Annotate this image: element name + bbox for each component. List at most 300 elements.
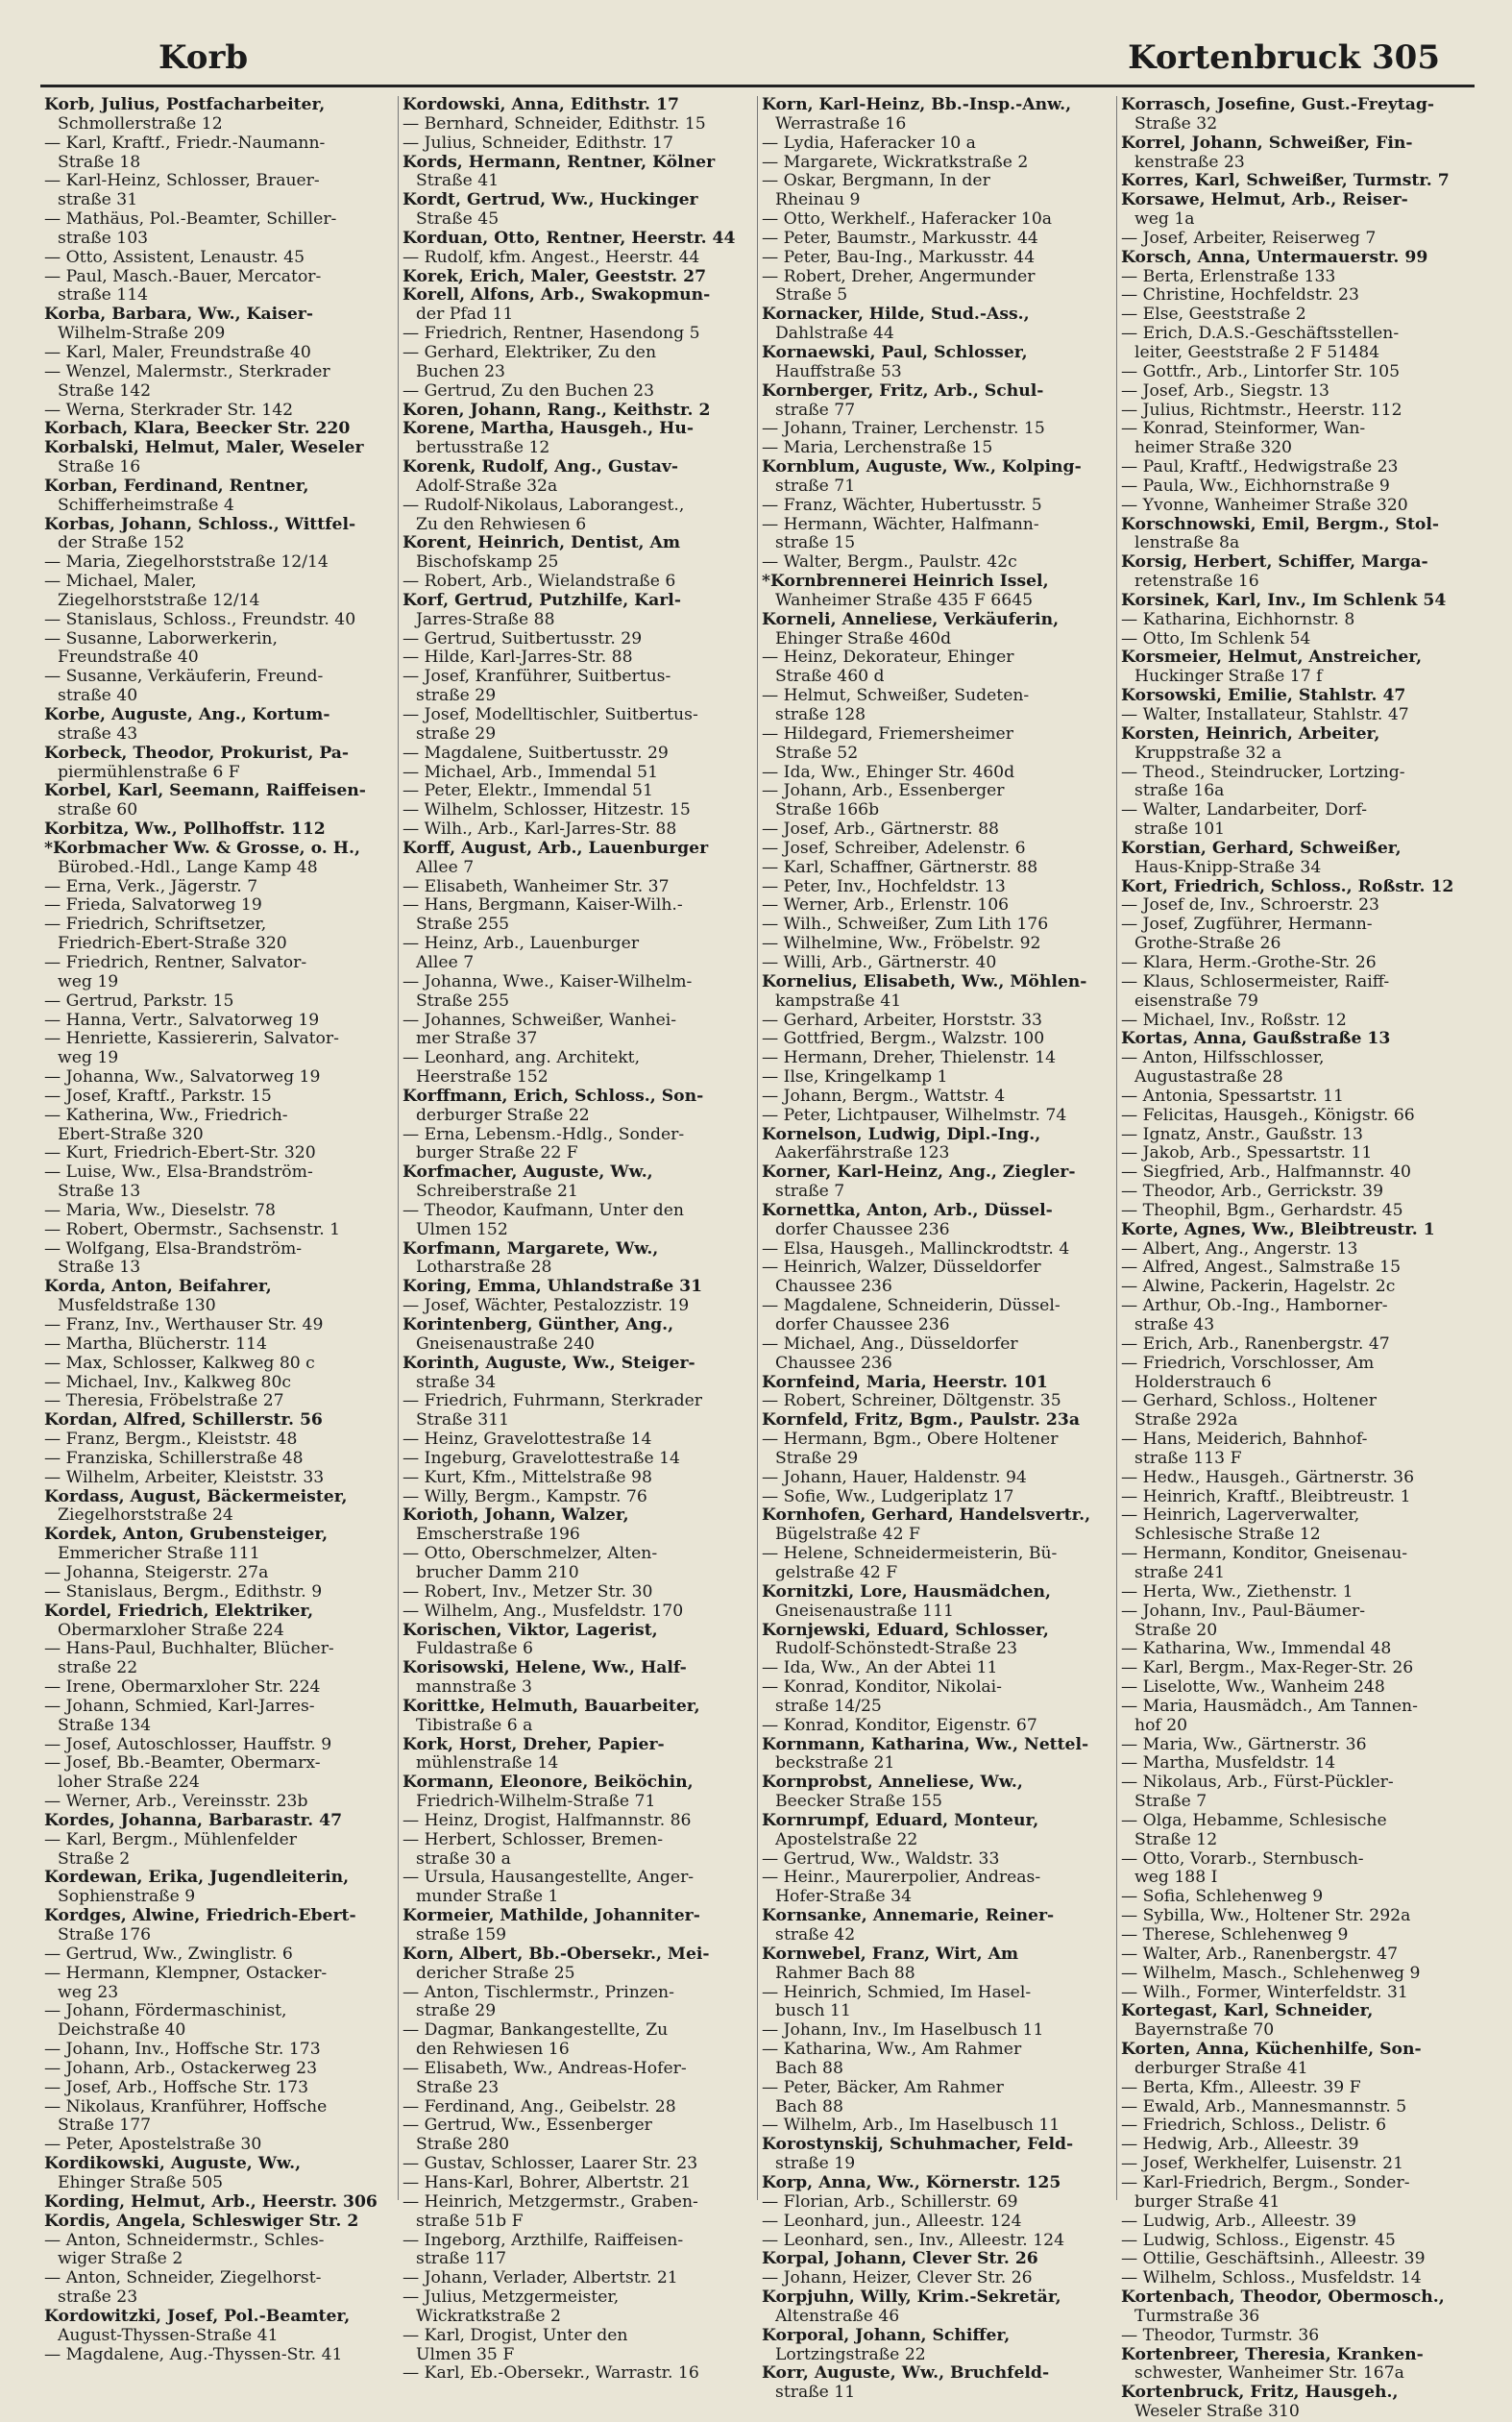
entry-subline: — Heinr., Maurerpolier, Andreas- — [762, 1868, 1041, 1888]
entry-continuation: Aakerfährstraße 123 — [775, 1143, 950, 1163]
entry-subline: — Stanislaus, Bergm., Edithstr. 9 — [44, 1581, 323, 1602]
entry-headword-line: Kornfeind, Maria, Heerstr. 101 — [762, 1372, 1048, 1392]
entry-subline: — Wilh., Arb., Karl-Jarres-Str. 88 — [402, 820, 677, 840]
entry-continuation: straße 43 — [58, 723, 138, 744]
entry-continuation: Lortzingstraße 22 — [775, 2344, 926, 2364]
entry-headword-line: Kornwebel, Franz, Wirt, Am — [762, 1944, 1019, 1964]
entry-continuation: straße 40 — [58, 686, 138, 706]
entry-continuation: Straße 18 — [58, 152, 141, 172]
entry-continuation: Ulmen 152 — [416, 1219, 508, 1239]
entry-headword-line: Korneli, Anneliese, Verkäuferin, — [762, 609, 1060, 629]
entry-continuation: Straße 45 — [416, 209, 500, 230]
entry-subline: — Johann, Arb., Essenberger — [762, 781, 1005, 801]
entry-continuation: Werrastraße 16 — [775, 113, 907, 134]
entry-subline: — Hedw., Hausgeh., Gärtnerstr. 36 — [1121, 1467, 1415, 1487]
entry-continuation: munder Straße 1 — [416, 1887, 559, 1907]
entry-subline: — Josef, Kraftf., Parkstr. 15 — [44, 1086, 272, 1106]
entry-subline: — Katharina, Ww., Immendal 48 — [1121, 1639, 1392, 1659]
entry-subline: — Anton, Schneider, Ziegelhorst- — [44, 2268, 322, 2288]
entry-subline: — Wilhelmine, Ww., Fröbelstr. 92 — [762, 934, 1041, 954]
entry-subline: — Michael, Inv., Roßstr. 12 — [1121, 1010, 1347, 1030]
entry-subline: — Johann, Arb., Ostackerweg 23 — [44, 2058, 318, 2078]
entry-subline: — Johann, Hauer, Haldenstr. 94 — [762, 1467, 1027, 1487]
entry-headword-line: Kordt, Gertrud, Ww., Huckinger — [402, 190, 698, 210]
entry-continuation: Straße 311 — [416, 1410, 510, 1431]
entry-continuation: straße 128 — [775, 705, 866, 724]
entry-subline: — Florian, Arb., Schillerstr. 69 — [762, 2191, 1018, 2212]
entry-headword-line: Kornprobst, Anneliese, Ww., — [762, 1773, 1023, 1793]
entry-continuation: Heerstraße 152 — [416, 1067, 549, 1088]
entry-continuation: schwester, Wanheimer Str. 167a — [1134, 2363, 1404, 2384]
entry-subline: — Maria, Hausmädch., Am Tannen- — [1121, 1696, 1418, 1716]
entry-subline: — Otto, Vorarb., Sternbusch- — [1121, 1848, 1364, 1869]
entry-continuation: Weseler Straße 310 — [1134, 2402, 1300, 2422]
entry-subline: — Ferdinand, Ang., Geibelstr. 28 — [402, 2096, 676, 2116]
entry-subline: — Otto, Im Schlenk 54 — [1121, 628, 1311, 648]
entry-headword-line: Kork, Horst, Dreher, Papier- — [402, 1734, 665, 1754]
entry-continuation: Straße 255 — [416, 991, 510, 1011]
entry-headword-line: Korsowski, Emilie, Stahlstr. 47 — [1121, 686, 1406, 706]
entry-subline: — Heinrich, Metzgermstr., Graben- — [402, 2191, 698, 2212]
entry-subline: — Konrad, Konditor, Eigenstr. 67 — [762, 1715, 1037, 1735]
entry-subline: — Heinrich, Schmied, Im Hasel- — [762, 1982, 1032, 2002]
entry-headword-line: Kornsanke, Annemarie, Reiner- — [762, 1906, 1055, 1926]
entry-continuation: gelstraße 42 F — [775, 1562, 898, 1582]
entry-subline: — Johanna, Wwe., Kaiser-Wilhelm- — [402, 971, 693, 991]
entry-continuation: Schreiberstraße 21 — [416, 1182, 578, 1202]
entry-headword-line: Korostynskij, Schuhmacher, Feld- — [762, 2135, 1074, 2155]
entry-subline: — Josef, Modelltischler, Suitbertus- — [402, 705, 698, 724]
entry-headword-line: Kortegast, Karl, Schneider, — [1121, 2001, 1374, 2021]
entry-subline: — Theod., Steindrucker, Lortzing- — [1121, 762, 1405, 782]
entry-subline: — Peter, Lichtpauser, Wilhelmstr. 74 — [762, 1105, 1067, 1125]
entry-continuation: Kruppstraße 32 a — [1134, 743, 1282, 763]
entry-subline: — Heinz, Gravelottestraße 14 — [402, 1430, 652, 1450]
entry-subline: — Luise, Ww., Elsa-Brandström- — [44, 1162, 313, 1183]
entry-headword-line: Korn, Karl-Heinz, Bb.-Insp.-Anw., — [762, 95, 1072, 114]
entry-continuation: straße 29 — [416, 723, 497, 744]
entry-subline: — Peter, Bau-Ing., Markusstr. 44 — [762, 247, 1036, 267]
entry-headword-line: Korffmann, Erich, Schloss., Son- — [402, 1086, 704, 1106]
entry-continuation: kenstraße 23 — [1134, 152, 1245, 172]
entry-subline: — Alfred, Angest., Salmstraße 15 — [1121, 1258, 1402, 1278]
entry-continuation: Wickratkstraße 2 — [416, 2306, 561, 2326]
entry-headword-line: Kordel, Friedrich, Elektriker, — [44, 1601, 314, 1621]
entry-continuation: Deichstraße 40 — [58, 2020, 186, 2041]
entry-subline: — Karl, Kraftf., Friedr.-Naumann- — [44, 133, 326, 153]
entry-subline: — Elsa, Hausgeh., Mallinckrodtstr. 4 — [762, 1238, 1070, 1259]
entry-subline: — Hilde, Karl-Jarres-Str. 88 — [402, 648, 633, 668]
entry-subline: — Leonhard, jun., Alleestr. 124 — [762, 2211, 1022, 2231]
entry-continuation: straße 103 — [58, 228, 149, 248]
entry-continuation: Rheinau 9 — [775, 190, 861, 210]
entry-continuation: straße 42 — [775, 1925, 856, 1945]
entry-continuation: Schifferheimstraße 4 — [58, 495, 234, 515]
entry-subline: — Heinrich, Walzer, Düsseldorfer — [762, 1258, 1041, 1278]
entry-continuation: Chaussee 236 — [775, 1277, 892, 1297]
entry-continuation: Ebert-Straße 320 — [58, 1124, 204, 1144]
entry-headword-line: Korsinek, Karl, Inv., Im Schlenk 54 — [1121, 590, 1447, 610]
entry-subline: — Hedwig, Arb., Alleestr. 39 — [1121, 2135, 1359, 2155]
entry-subline: — Friedrich, Schloss., Delistr. 6 — [1121, 2116, 1387, 2136]
entry-subline: — Erich, Arb., Ranenbergstr. 47 — [1121, 1333, 1390, 1354]
entry-subline: — Johann, Inv., Im Haselbusch 11 — [762, 2020, 1044, 2041]
entry-subline: — Margarete, Wickratkstraße 2 — [762, 152, 1029, 172]
entry-subline: — Julius, Richtmstr., Heerstr. 112 — [1121, 400, 1402, 420]
entry-subline: — Ludwig, Arb., Alleestr. 39 — [1121, 2211, 1356, 2231]
entry-subline: — Karl-Heinz, Schlosser, Brauer- — [44, 171, 320, 191]
entry-subline: — Elisabeth, Wanheimer Str. 37 — [402, 876, 670, 896]
entry-subline: — Magdalene, Aug.-Thyssen-Str. 41 — [44, 2344, 343, 2364]
entry-subline: — Johann, Verlader, Albertstr. 21 — [402, 2268, 678, 2288]
entry-subline: — Robert, Schreiner, Döltgenstr. 35 — [762, 1391, 1061, 1411]
entry-subline: — Konrad, Steinformer, Wan- — [1121, 419, 1366, 439]
entry-subline: — Albert, Ang., Angerstr. 13 — [1121, 1238, 1358, 1259]
entry-subline: — Josef, Arb., Siegstr. 13 — [1121, 380, 1329, 401]
entry-subline: — Julius, Schneider, Edithstr. 17 — [402, 133, 673, 153]
entry-continuation: Straße 13 — [58, 1182, 141, 1202]
entry-subline: — Klara, Herm.-Grothe-Str. 26 — [1121, 952, 1377, 972]
entry-subline: — Josef, Schreiber, Adelenstr. 6 — [762, 838, 1026, 858]
entry-subline: — Ingeborg, Arzthilfe, Raiffeisen- — [402, 2230, 684, 2250]
entry-continuation: brucher Damm 210 — [416, 1562, 579, 1582]
entry-subline: — Rudolf, kfm. Angest., Heerstr. 44 — [402, 247, 700, 267]
entry-subline: — Katharina, Eichhornstr. 8 — [1121, 609, 1355, 629]
column-1 — [44, 95, 398, 2364]
entry-subline: — Ingeburg, Gravelottestraße 14 — [402, 1448, 680, 1468]
entry-headword-line: Kornelson, Ludwig, Dipl.-Ing., — [762, 1124, 1041, 1144]
entry-subline: — Ursula, Hausangestellte, Anger- — [402, 1868, 695, 1888]
entry-continuation: den Rehwiesen 16 — [416, 2040, 570, 2060]
entry-subline: — Hans-Karl, Bohrer, Albertstr. 21 — [402, 2172, 692, 2192]
entry-subline: — Paul, Masch.-Bauer, Mercator- — [44, 266, 322, 286]
entry-continuation: straße 117 — [416, 2249, 507, 2269]
entry-subline: — Gottfried, Bergm., Walzstr. 100 — [762, 1029, 1045, 1049]
entry-subline: — Theodor, Kaufmann, Unter den — [402, 1200, 684, 1220]
entry-subline: — Wilh., Former, Winterfeldstr. 31 — [1121, 1982, 1408, 2002]
entry-subline: — Johann, Inv., Hoffsche Str. 173 — [44, 2040, 321, 2060]
entry-headword-line: Korschnowski, Emil, Bergm., Stol- — [1121, 514, 1440, 534]
entry-subline: — Peter, Baumstr., Markusstr. 44 — [762, 228, 1038, 248]
entry-subline: — Wilhelm, Ang., Musfeldstr. 170 — [402, 1601, 684, 1621]
entry-subline: — Erna, Verk., Jägerstr. 7 — [44, 876, 258, 896]
entry-headword-line: Kornettka, Anton, Arb., Düssel- — [762, 1200, 1053, 1220]
entry-headword-line: Kordass, August, Bäckermeister, — [44, 1486, 348, 1506]
entry-headword-line: Korres, Karl, Schweißer, Turmstr. 7 — [1121, 171, 1450, 191]
entry-subline: — Johanna, Ww., Salvatorweg 19 — [44, 1067, 321, 1088]
entry-subline: — Hans, Meiderich, Bahnhof- — [1121, 1430, 1368, 1450]
entry-subline: — Josef, Kranführer, Suitbertus- — [402, 667, 671, 687]
entry-continuation: Bügelstraße 42 F — [775, 1525, 920, 1545]
entry-headword-line: Kornhofen, Gerhard, Handelsvertr., — [762, 1505, 1091, 1526]
entry-subline: — Theophil, Bgm., Gerhardstr. 45 — [1121, 1200, 1403, 1220]
entry-continuation: Straße 176 — [58, 1925, 152, 1945]
entry-headword-line: Kormeier, Mathilde, Johanniter- — [402, 1906, 700, 1926]
entry-headword-line: Korintenberg, Günther, Ang., — [402, 1315, 674, 1334]
entry-subline: — Gertrud, Ww., Zwinglistr. 6 — [44, 1944, 293, 1964]
entry-headword-line: Korr, Auguste, Ww., Bruchfeld- — [762, 2363, 1050, 2384]
entry-continuation: eisenstraße 79 — [1134, 991, 1258, 1011]
column-divider — [398, 96, 399, 2200]
entry-continuation: bertusstraße 12 — [416, 438, 550, 458]
entry-subline: — Gertrud, Ww., Waldstr. 33 — [762, 1848, 1000, 1869]
entry-subline: — Werner, Arb., Vereinsstr. 23b — [44, 1792, 308, 1812]
entry-subline: — Erich, D.A.S.-Geschäftsstellen- — [1121, 324, 1400, 344]
entry-continuation: derburger Straße 41 — [1134, 2058, 1308, 2078]
entry-subline: — Maria, Lerchenstraße 15 — [762, 438, 993, 458]
entry-continuation: Adolf-Straße 32a — [416, 476, 558, 496]
entry-subline: — Karl, Bergm., Max-Reger-Str. 26 — [1121, 1658, 1414, 1678]
entry-subline: — Max, Schlosser, Kalkweg 80 c — [44, 1353, 315, 1373]
entry-subline: — Josef, Werkhelfer, Luisenstr. 21 — [1121, 2154, 1404, 2174]
entry-headword-line: Korbe, Auguste, Ang., Kortum- — [44, 705, 330, 724]
entry-continuation: Obermarxloher Straße 224 — [58, 1620, 284, 1640]
entry-subline: — Theresia, Fröbelstraße 27 — [44, 1391, 284, 1411]
entry-headword-line: Kordikowski, Auguste, Ww., — [44, 2154, 302, 2174]
entry-subline: — Wilhelm, Schlosser, Hitzestr. 15 — [402, 800, 691, 820]
entry-subline: — Wilhelm, Arbeiter, Kleiststr. 33 — [44, 1467, 325, 1487]
entry-subline: — Josef, Bb.-Beamter, Obermarx- — [44, 1753, 321, 1774]
entry-headword-line: Korba, Barbara, Ww., Kaiser- — [44, 305, 313, 325]
entry-continuation: Ulmen 35 F — [416, 2344, 515, 2364]
entry-continuation: weg 19 — [58, 971, 119, 991]
entry-headword-line: Korbalski, Helmut, Maler, Weseler — [44, 438, 364, 458]
entry-continuation: Straße 23 — [416, 2077, 500, 2097]
entry-subline: — Sofie, Ww., Ludgeriplatz 17 — [762, 1486, 1014, 1506]
entry-subline: — Ludwig, Schloss., Eigenstr. 45 — [1121, 2230, 1396, 2250]
entry-continuation: busch 11 — [775, 2001, 851, 2021]
entry-subline: — Oskar, Bergmann, In der — [762, 171, 990, 191]
entry-continuation: Wanheimer Straße 435 F 6645 — [775, 590, 1034, 610]
entry-subline: — Lydia, Haferacker 10 a — [762, 133, 976, 153]
entry-headword-line: Korduan, Otto, Rentner, Heerstr. 44 — [402, 228, 736, 248]
entry-headword-line: Korff, August, Arb., Lauenburger — [402, 838, 709, 858]
entry-continuation: straße 11 — [775, 2383, 856, 2403]
entry-headword-line: Koring, Emma, Uhlandstraße 31 — [402, 1277, 703, 1297]
entry-continuation: burger Straße 41 — [1134, 2191, 1280, 2212]
entry-continuation: straße 241 — [1134, 1562, 1226, 1582]
entry-continuation: Ziegelhorststraße 24 — [58, 1505, 233, 1526]
entry-continuation: Straße 142 — [58, 380, 152, 401]
entry-subline: — Yvonne, Wanheimer Straße 320 — [1121, 495, 1408, 515]
running-head-left: Korb — [159, 38, 249, 77]
entry-subline: — Nikolaus, Kranführer, Hoffsche — [44, 2096, 328, 2116]
entry-subline: — Karl, Drogist, Unter den — [402, 2325, 628, 2345]
entry-continuation: Emmericher Straße 111 — [58, 1544, 260, 1564]
entry-continuation: straße 71 — [775, 476, 856, 496]
entry-continuation: weg 1a — [1134, 209, 1195, 230]
entry-continuation: Straße 166b — [775, 800, 880, 820]
entry-subline: — Walter, Landarbeiter, Dorf- — [1121, 800, 1367, 820]
entry-continuation: Friedrich-Ebert-Straße 320 — [58, 934, 287, 954]
entry-headword-line: Kormann, Eleonore, Beiköchin, — [402, 1773, 694, 1793]
entry-continuation: dorfer Chaussee 236 — [775, 1315, 950, 1334]
entry-subline: — Irene, Obermarxloher Str. 224 — [44, 1677, 321, 1698]
entry-continuation: Straße 280 — [416, 2135, 510, 2155]
entry-subline: — Hans-Paul, Buchhalter, Blücher- — [44, 1639, 334, 1659]
entry-subline: — Ignatz, Anstr., Gaußstr. 13 — [1121, 1124, 1363, 1144]
entry-headword-line: Korbach, Klara, Beecker Str. 220 — [44, 419, 351, 439]
entry-subline: — Magdalene, Schneiderin, Düssel- — [762, 1296, 1061, 1316]
entry-continuation: Straße 12 — [1134, 1829, 1218, 1849]
entry-continuation: Bach 88 — [775, 2058, 843, 2078]
entry-subline: — Otto, Werkhelf., Haferacker 10a — [762, 209, 1053, 230]
entry-subline: — Gerhard, Elektriker, Zu den — [402, 342, 657, 362]
entry-headword-line: Korporal, Johann, Schiffer, — [762, 2325, 1011, 2345]
entry-continuation: Tibistraße 6 a — [416, 1715, 533, 1735]
entry-continuation: derburger Straße 22 — [416, 1105, 590, 1125]
entry-subline: — Karl-Friedrich, Bergm., Sonder- — [1121, 2172, 1410, 2192]
entry-subline: — Josef de, Inv., Schroerstr. 23 — [1121, 895, 1379, 916]
entry-continuation: leiter, Geeststraße 2 F 51484 — [1134, 342, 1380, 362]
entry-subline: — Hans, Bergmann, Kaiser-Wilh.- — [402, 895, 683, 916]
entry-continuation: straße 29 — [416, 686, 497, 706]
entry-continuation: straße 77 — [775, 400, 856, 420]
entry-subline: — Johann, Inv., Paul-Bäumer- — [1121, 1601, 1366, 1621]
entry-subline: — Sofia, Schlehenweg 9 — [1121, 1887, 1324, 1907]
entry-subline: — Otto, Oberschmelzer, Alten- — [402, 1544, 658, 1564]
entry-subline: — Otto, Assistent, Lenaustr. 45 — [44, 247, 305, 267]
entry-continuation: straße 29 — [416, 2001, 497, 2021]
entry-continuation: Gneisenaustraße 240 — [416, 1333, 595, 1354]
entry-subline: — Leonhard, sen., Inv., Alleestr. 124 — [762, 2230, 1065, 2250]
entry-subline: — Ida, Ww., Ehinger Str. 460d — [762, 762, 1015, 782]
entry-headword-line: Korbitza, Ww., Pollhoffstr. 112 — [44, 820, 326, 840]
entry-subline: — Gertrud, Zu den Buchen 23 — [402, 380, 655, 401]
entry-continuation: Sophienstraße 9 — [58, 1887, 196, 1907]
entry-continuation: Hofer-Straße 34 — [775, 1887, 913, 1907]
entry-subline: — Robert, Dreher, Angermunder — [762, 266, 1036, 286]
entry-subline: — Josef, Arbeiter, Reiserweg 7 — [1121, 228, 1377, 248]
entry-headword-line: Korent, Heinrich, Dentist, Am — [402, 533, 681, 553]
entry-headword-line: Kort, Friedrich, Schloss., Roßstr. 12 — [1121, 876, 1454, 896]
entry-continuation: Allee 7 — [416, 952, 475, 972]
entry-continuation: straße 7 — [775, 1182, 845, 1202]
entry-continuation: straße 159 — [416, 1925, 507, 1945]
entry-subline: — Frieda, Salvatorweg 19 — [44, 895, 262, 916]
entry-continuation: Straße 177 — [58, 2116, 152, 2136]
entry-continuation: Haus-Knipp-Straße 34 — [1134, 857, 1322, 877]
entry-subline: — Konrad, Konditor, Nikolai- — [762, 1677, 1002, 1698]
entry-subline: — Alwine, Packerin, Hagelstr. 2c — [1121, 1277, 1396, 1297]
entry-headword-line: Korrel, Johann, Schweißer, Fin- — [1121, 133, 1413, 153]
entry-subline: — Franz, Wächter, Hubertusstr. 5 — [762, 495, 1042, 515]
entry-headword-line: Korsch, Anna, Untermauerstr. 99 — [1121, 247, 1428, 267]
entry-subline: — Peter, Apostelstraße 30 — [44, 2135, 262, 2155]
entry-subline: — Anton, Schneidermstr., Schles- — [44, 2230, 325, 2250]
column-3 — [762, 95, 1115, 2403]
entry-continuation: Jarres-Straße 88 — [416, 609, 555, 629]
entry-subline: — Johann, Schmied, Karl-Jarres- — [44, 1696, 315, 1716]
entry-subline: — Karl, Schaffner, Gärtnerstr. 88 — [762, 857, 1038, 877]
entry-continuation: straße 16a — [1134, 781, 1225, 801]
entry-headword-line: Korstian, Gerhard, Schweißer, — [1121, 838, 1402, 858]
entry-continuation: weg 23 — [58, 1982, 119, 2002]
entry-continuation: weg 188 I — [1134, 1868, 1218, 1888]
entry-continuation: Hauffstraße 53 — [775, 361, 902, 381]
entry-subline: — Gerhard, Schloss., Holtener — [1121, 1391, 1377, 1411]
entry-continuation: Beecker Straße 155 — [775, 1792, 942, 1812]
entry-continuation: Straße 16 — [58, 457, 141, 477]
entry-subline: — Hermann, Klempner, Ostacker- — [44, 1963, 328, 1983]
entry-continuation: heimer Straße 320 — [1134, 438, 1292, 458]
entry-subline: — Magdalene, Suitbertusstr. 29 — [402, 743, 669, 763]
entry-subline: — Werna, Sterkrader Str. 142 — [44, 400, 294, 420]
entry-continuation: Straße 134 — [58, 1715, 152, 1735]
entry-headword-line: Kornaewski, Paul, Schlosser, — [762, 342, 1028, 362]
entry-subline: — Paul, Kraftf., Hedwigstraße 23 — [1121, 457, 1399, 477]
entry-subline: — Maria, Ww., Dieselstr. 78 — [44, 1200, 276, 1220]
entry-subline: — Theodor, Arb., Gerrickstr. 39 — [1121, 1182, 1384, 1202]
entry-continuation: Buchen 23 — [416, 361, 505, 381]
running-head-right: Kortenbruck 305 — [1128, 38, 1440, 77]
entry-continuation: Bischofskamp 25 — [416, 552, 559, 573]
entry-continuation: Wilhelm-Straße 209 — [58, 324, 226, 344]
entry-continuation: Straße 29 — [775, 1448, 859, 1468]
entry-subline: — Antonia, Spessartstr. 11 — [1121, 1086, 1344, 1106]
entry-subline: — Liselotte, Ww., Wanheim 248 — [1121, 1677, 1385, 1698]
entry-continuation: Dahlstraße 44 — [775, 324, 894, 344]
entry-continuation: wiger Straße 2 — [58, 2249, 183, 2269]
entry-continuation: straße 51b F — [416, 2211, 524, 2231]
entry-continuation: Apostelstraße 22 — [775, 1829, 918, 1849]
entry-subline: — Anton, Tischlermstr., Prinzen- — [402, 1982, 674, 2002]
entry-subline: — Theodor, Turmstr. 36 — [1121, 2325, 1320, 2345]
entry-headword-line: Kornfeld, Fritz, Bgm., Paulstr. 23a — [762, 1410, 1080, 1431]
entry-subline: — Josef, Autoschlosser, Hauffstr. 9 — [44, 1734, 332, 1754]
entry-headword-line: *Korbmacher Ww. & Grosse, o. H., — [44, 838, 360, 858]
entry-subline: — Franz, Inv., Werthauser Str. 49 — [44, 1315, 324, 1334]
entry-subline: — Dagmar, Bankangestellte, Zu — [402, 2020, 669, 2041]
entry-continuation: August-Thyssen-Straße 41 — [58, 2325, 279, 2345]
entry-continuation: Altenstraße 46 — [775, 2306, 900, 2326]
entry-subline: — Hanna, Vertr., Salvatorweg 19 — [44, 1010, 320, 1030]
column-divider — [757, 96, 758, 2200]
entry-subline: — Willy, Bergm., Kampstr. 76 — [402, 1486, 647, 1506]
entry-subline: — Heinz, Dekorateur, Ehinger — [762, 648, 1014, 668]
entry-subline: — Gustav, Schlosser, Laarer Str. 23 — [402, 2154, 698, 2174]
entry-subline: — Gertrud, Ww., Essenberger — [402, 2116, 652, 2136]
entry-subline: — Josef, Zugführer, Hermann- — [1121, 915, 1373, 935]
entry-headword-line: Korsawe, Helmut, Arb., Reiser- — [1121, 190, 1408, 210]
entry-subline: — Nikolaus, Arb., Fürst-Pückler- — [1121, 1773, 1394, 1793]
entry-continuation: Schmollerstraße 12 — [58, 113, 223, 134]
entry-subline: — Julius, Metzgermeister, — [402, 2287, 620, 2308]
entry-continuation: Rudolf-Schönstedt-Straße 23 — [775, 1639, 1018, 1659]
entry-headword-line: Korischen, Viktor, Lagerist, — [402, 1620, 658, 1640]
entry-headword-line: Kornmann, Katharina, Ww., Nettel- — [762, 1734, 1089, 1754]
entry-continuation: straße 31 — [58, 190, 138, 210]
entry-continuation: straße 113 F — [1134, 1448, 1242, 1468]
entry-headword-line: Koren, Johann, Rang., Keithstr. 2 — [402, 400, 711, 420]
entry-continuation: dorfer Chaussee 236 — [775, 1219, 950, 1239]
entry-headword-line: Korsmeier, Helmut, Anstreicher, — [1121, 648, 1423, 668]
entry-subline: — Wilhelm, Masch., Schlehenweg 9 — [1121, 1963, 1421, 1983]
entry-continuation: Gneisenaustraße 111 — [775, 1601, 954, 1621]
entry-subline: — Karl, Maler, Freundstraße 40 — [44, 342, 311, 362]
entry-headword-line: Kornelius, Elisabeth, Ww., Möhlen- — [762, 971, 1087, 991]
entry-headword-line: Korpal, Johann, Clever Str. 26 — [762, 2249, 1038, 2269]
entry-subline: — Wolfgang, Elsa-Brandström- — [44, 1238, 303, 1259]
entry-subline: — Friedrich, Schriftsetzer, — [44, 915, 267, 935]
entry-subline: — Michael, Ang., Düsseldorfer — [762, 1333, 1018, 1354]
entry-subline: — Katharina, Ww., Am Rahmer — [762, 2040, 1022, 2060]
entry-continuation: loher Straße 224 — [58, 1773, 200, 1793]
entry-subline: — Franziska, Schillerstraße 48 — [44, 1448, 304, 1468]
entry-subline: — Wilhelm, Arb., Im Haselbusch 11 — [762, 2116, 1061, 2136]
entry-subline: — Herta, Ww., Ziethenstr. 1 — [1121, 1581, 1353, 1602]
entry-headword-line: Korfmacher, Auguste, Ww., — [402, 1162, 653, 1183]
